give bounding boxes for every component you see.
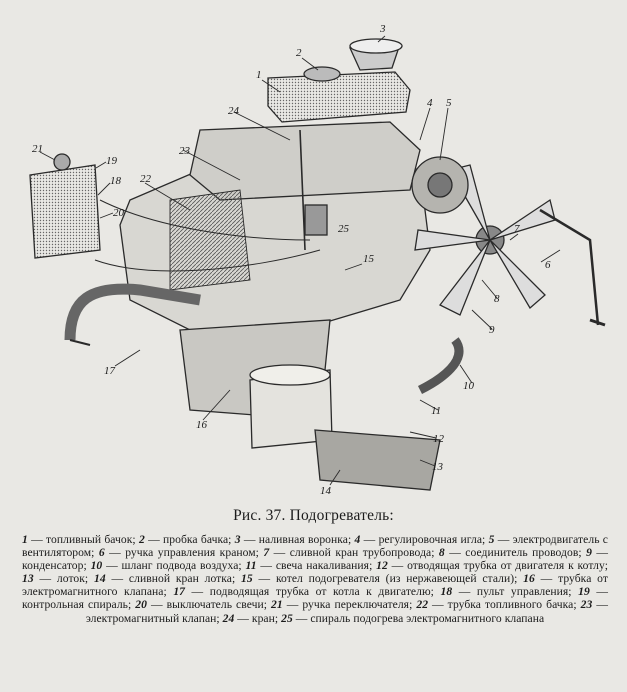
legend-item-text: — наливная воронка; — [240, 533, 355, 546]
legend-item — [440, 585, 578, 598]
legend-item-text: — соединитель проводов; — [444, 546, 587, 560]
legend-item-number: 15 — [241, 572, 253, 586]
legend-item-text: — пульт управления; — [452, 585, 579, 599]
legend-item — [235, 533, 355, 546]
legend-item — [135, 598, 271, 611]
legend-item-text: — котел подогревателя (из нержавеющей стали); — [252, 572, 524, 586]
legend-item-number: 23 — [580, 598, 593, 612]
legend-item-number: 20 — [135, 598, 147, 612]
callout-20: 20 — [113, 207, 124, 219]
callout-13: 13 — [432, 461, 443, 473]
legend-item — [281, 612, 544, 625]
legend-item-number: 10 — [90, 559, 103, 573]
legend-item — [355, 533, 489, 546]
callout-5: 5 — [446, 97, 452, 109]
fuel-tank-shape — [268, 72, 410, 122]
legend-item-text: — подводящая трубка от котла к двигателю; — [185, 585, 441, 599]
legend-item-number: 25 — [281, 611, 293, 625]
callout-1: 1 — [256, 69, 262, 81]
legend-item-text: — пробка бачка; — [144, 533, 235, 546]
legend-item-number: 18 — [440, 585, 453, 599]
callout-19: 19 — [106, 155, 117, 167]
legend-item-number: 22 — [416, 598, 429, 612]
legend-item-number: 24 — [222, 611, 235, 625]
callout-9: 9 — [489, 324, 495, 336]
legend-item-text: — свеча накаливания; — [256, 559, 377, 573]
legend-item-text: — трубка топливного бачка; — [428, 598, 581, 612]
callout-22: 22 — [140, 173, 151, 185]
legend-item-number: 3 — [234, 533, 241, 546]
legend-item-text: — контрольная спираль; — [22, 585, 609, 612]
callout-16: 16 — [196, 419, 207, 431]
legend-item-number: 4 — [354, 533, 361, 546]
callout-18: 18 — [110, 175, 121, 187]
legend-item-text: — сливной кран лотка; — [105, 572, 242, 586]
legend-item-number: 2 — [138, 533, 145, 546]
legend-item-number: 9 — [586, 546, 592, 560]
callout-11: 11 — [431, 405, 442, 417]
legend-item — [271, 598, 416, 611]
legend-item-number: 1 — [22, 533, 28, 546]
legend-item — [91, 559, 246, 572]
callout-6: 6 — [545, 259, 551, 271]
legend-item — [173, 585, 440, 598]
legend-item-text: — кран; — [234, 611, 282, 625]
legend-item-text: — регулировочная игла; — [360, 533, 489, 546]
callout-14: 14 — [320, 485, 331, 497]
legend-item-text: — сливной кран трубопровода; — [269, 546, 439, 560]
legend-item-text: — спираль подогрева электромагнитного клапана — [292, 611, 545, 625]
callout-10: 10 — [463, 380, 474, 392]
legend-item-number: 17 — [173, 585, 186, 599]
legend-item — [22, 572, 94, 585]
legend-item — [139, 533, 235, 546]
legend-item-number: 5 — [488, 533, 495, 546]
legend-item-text: — выключатель свечи; — [147, 598, 272, 612]
legend-item-text: — топливный бачок; — [27, 533, 139, 546]
legend-item — [246, 559, 377, 572]
legend-item — [241, 572, 523, 585]
callout-8: 8 — [494, 293, 500, 305]
legend-item-number: 13 — [22, 572, 34, 586]
figure-caption: Рис. 37. Подогреватель: — [233, 507, 394, 524]
callout-2: 2 — [296, 47, 302, 59]
legend-item-number: 11 — [245, 559, 257, 573]
legend-item — [94, 572, 241, 585]
legend-item — [416, 598, 580, 611]
legend-item-text: — ручка переключателя; — [282, 598, 417, 612]
callout-24: 24 — [228, 105, 239, 117]
legend-item — [223, 612, 281, 625]
callout-15: 15 — [363, 253, 374, 265]
legend-item — [22, 533, 139, 546]
legend-item-number: 14 — [94, 572, 106, 586]
legend-item-text: — шланг подвода воздуха; — [102, 559, 246, 573]
legend-item-number: 16 — [523, 572, 535, 586]
legend-item — [376, 559, 608, 572]
legend-item-text: — ручка управления краном; — [104, 546, 264, 560]
callout-4: 4 — [427, 97, 433, 109]
callout-25: 25 — [338, 223, 349, 235]
legend-item-text: — электромагнитный клапан; — [85, 598, 608, 625]
legend-item-number: 21 — [271, 598, 283, 612]
legend-item-number: 19 — [578, 585, 590, 599]
legend-item-number: 7 — [263, 546, 270, 560]
figure-legend — [22, 533, 608, 625]
callout-21: 21 — [32, 143, 43, 155]
legend-item-number: 8 — [438, 546, 445, 560]
legend-item-text: — трубка от электромагнитного клапана; — [22, 572, 608, 599]
legend-item — [99, 546, 263, 559]
callout-23: 23 — [179, 145, 190, 157]
legend-item-text: — электродвигатель с вентилятором; — [22, 533, 609, 560]
callout-7: 7 — [514, 223, 520, 235]
callout-12: 12 — [433, 433, 444, 445]
legend-item-text: — конденсатор; — [22, 546, 609, 573]
legend-item-text: — лоток; — [33, 572, 94, 586]
legend-item-number: 6 — [98, 546, 105, 560]
callout-17: 17 — [104, 365, 115, 377]
legend-item-text: — отводящая трубка от двигателя к котлу; — [387, 559, 608, 573]
callout-3: 3 — [380, 23, 386, 35]
legend-item — [263, 546, 439, 559]
legend-item-number: 12 — [376, 559, 388, 573]
legend-item — [439, 546, 586, 559]
